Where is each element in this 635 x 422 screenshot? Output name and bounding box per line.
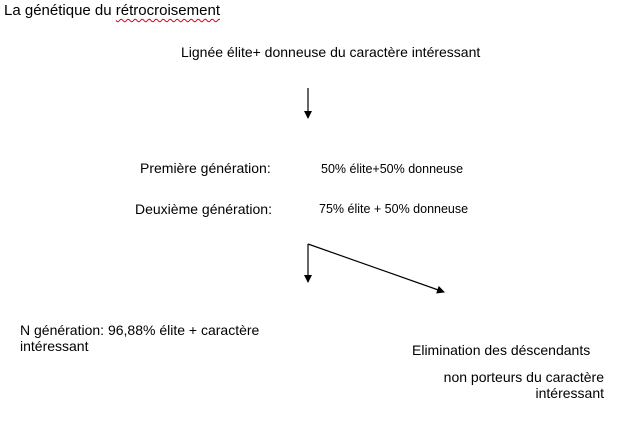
elimination-text-line2: non porteurs du caractère intéressant bbox=[443, 369, 604, 401]
second-generation-label: Deuxième génération: bbox=[135, 201, 272, 217]
first-generation-label: Première génération: bbox=[140, 160, 271, 176]
title-prefix: La génétique du bbox=[4, 2, 116, 19]
second-generation-value: 75% élite + 50% donneuse bbox=[319, 202, 469, 216]
source-lineage-text: Lignée élite+ donneuse du caractère intéressant bbox=[181, 44, 481, 60]
n-generation-text: N génération: 96,88% élite + caractère intéressant bbox=[20, 322, 260, 354]
elimination-text-line1: Elimination des déscendants bbox=[412, 342, 591, 358]
title-keyword: rétrocroisement bbox=[115, 2, 220, 19]
first-generation-value: 50% élite+50% donneuse bbox=[321, 162, 464, 176]
diagonal-arrow-icon bbox=[308, 244, 444, 292]
